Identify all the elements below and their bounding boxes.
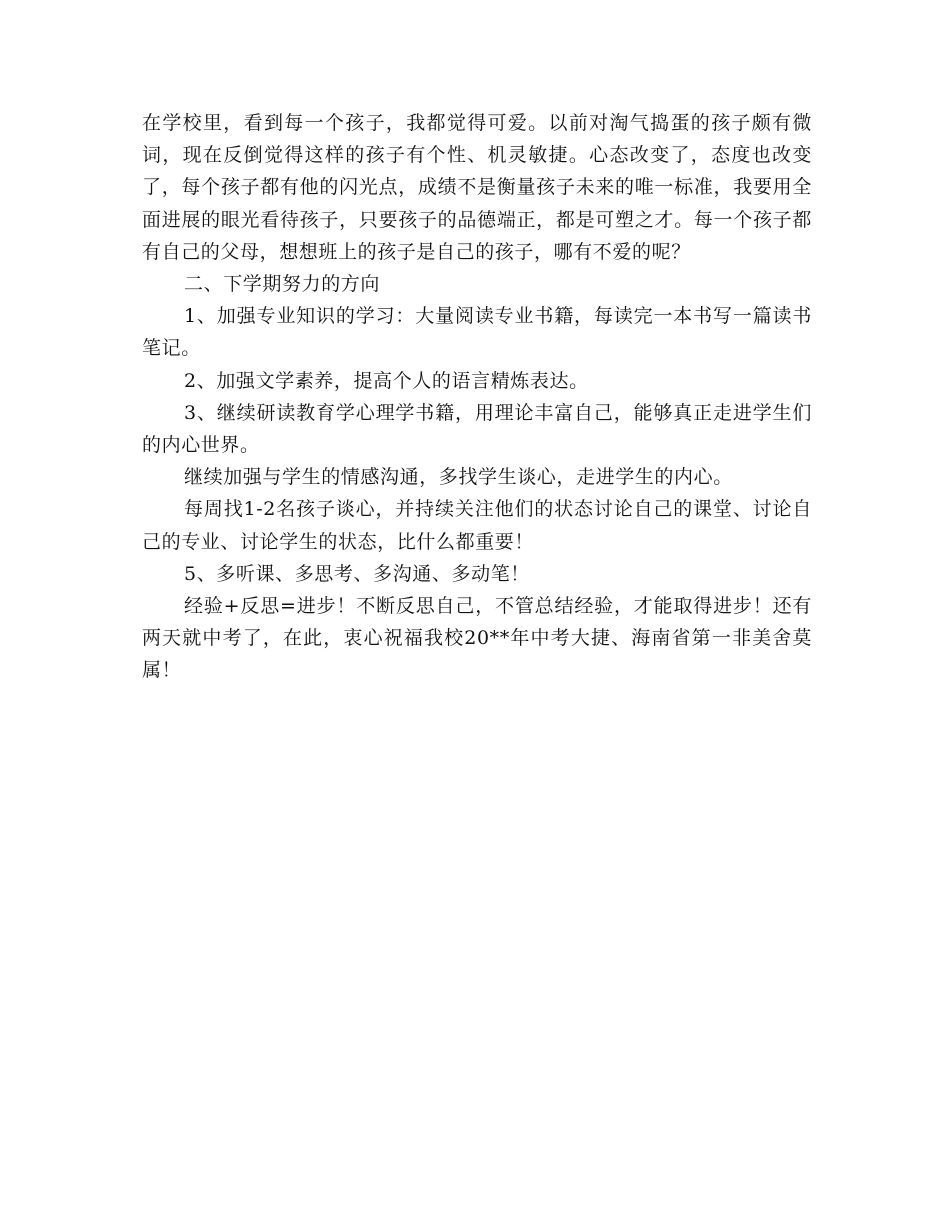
paragraph-student-communication: 继续加强与学生的情感沟通，多找学生谈心，走进学生的内心。 — [184, 466, 733, 489]
section-heading-next-semester: 二、下学期努力的方向 — [184, 273, 381, 296]
paragraph-closing-wishes: 经验+反思=进步！不断反思自己，不管总结经验，才能取得进步！还有两天就中考了，在此，衷心祝福我校20**年中考大捷、海南省第一非美舍莫属！ — [142, 595, 812, 682]
list-item-professional-study: 1、加强专业知识的学习：大量阅读专业书籍，每读完一本书写一篇读书笔记。 — [142, 305, 812, 360]
list-item-literary-literacy: 2、加强文学素养，提高个人的语言精炼表达。 — [184, 369, 589, 392]
paragraph-children-attitude: 在学校里，看到每一个孩子，我都觉得可爱。以前对淘气捣蛋的孩子颇有微词，现在反倒觉得这样的孩子有个性、机灵敏捷。心态改变了，态度也改变了，每个孩子都有他的闪光点，成绩不是衡量孩子未来的唯一标准，我要用全面进展的眼光看待孩子，只要孩子的品德端正，都是可塑之才。每一个孩子都有自己的父母，想想班上的孩子是自己的孩子，哪有不爱的呢？ — [142, 112, 812, 263]
list-item-psychology-study: 3、继续研读教育学心理学书籍，用理论丰富自己，能够真正走进学生们的内心世界。 — [142, 401, 812, 457]
list-item-more-practice: 5、多听课、多思考、多沟通、多动笔！ — [184, 562, 530, 585]
paragraph-weekly-talks: 每周找1-2名孩子谈心，并持续关注他们的状态讨论自己的课堂、讨论自己的专业、讨论学生的状态，比什么都重要！ — [142, 498, 812, 553]
document-body — [142, 107, 812, 687]
